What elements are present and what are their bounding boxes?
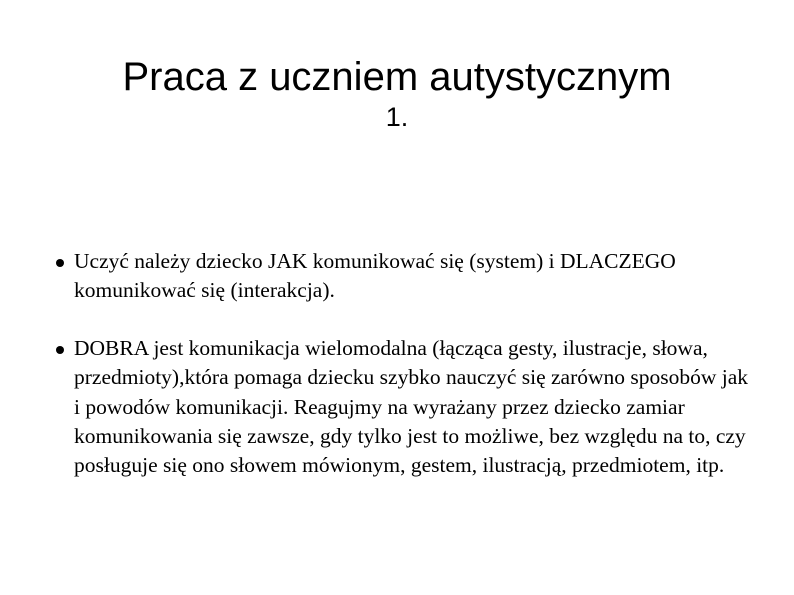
bullet-item: DOBRA jest komunikacja wielomodalna (łącząca gesty, ilustracje, słowa, przedmioty),która pomaga dziecku szybko nauczyć się zarówno sposobów jak i powodów komunikacji. Reagujmy na wyrażany przez dziecko zamiar komunikowania się zawsze, gdy tylko jest to możliwe, bez względu na to, czy posługuje się ono słowem mówionym, gestem, ilustracją, przedmiotem, itp. [74, 336, 749, 478]
slide-title-number: 1. [385, 102, 409, 132]
bullet-item: Uczyć należy dziecko JAK komunikować się (system) i DLACZEGO komunikować się (interakcja). [74, 249, 676, 303]
slide-title: Praca z uczniem autystycznym [122, 55, 672, 99]
bullet-dot-icon [56, 346, 64, 354]
bullet-dot-icon [56, 259, 64, 267]
